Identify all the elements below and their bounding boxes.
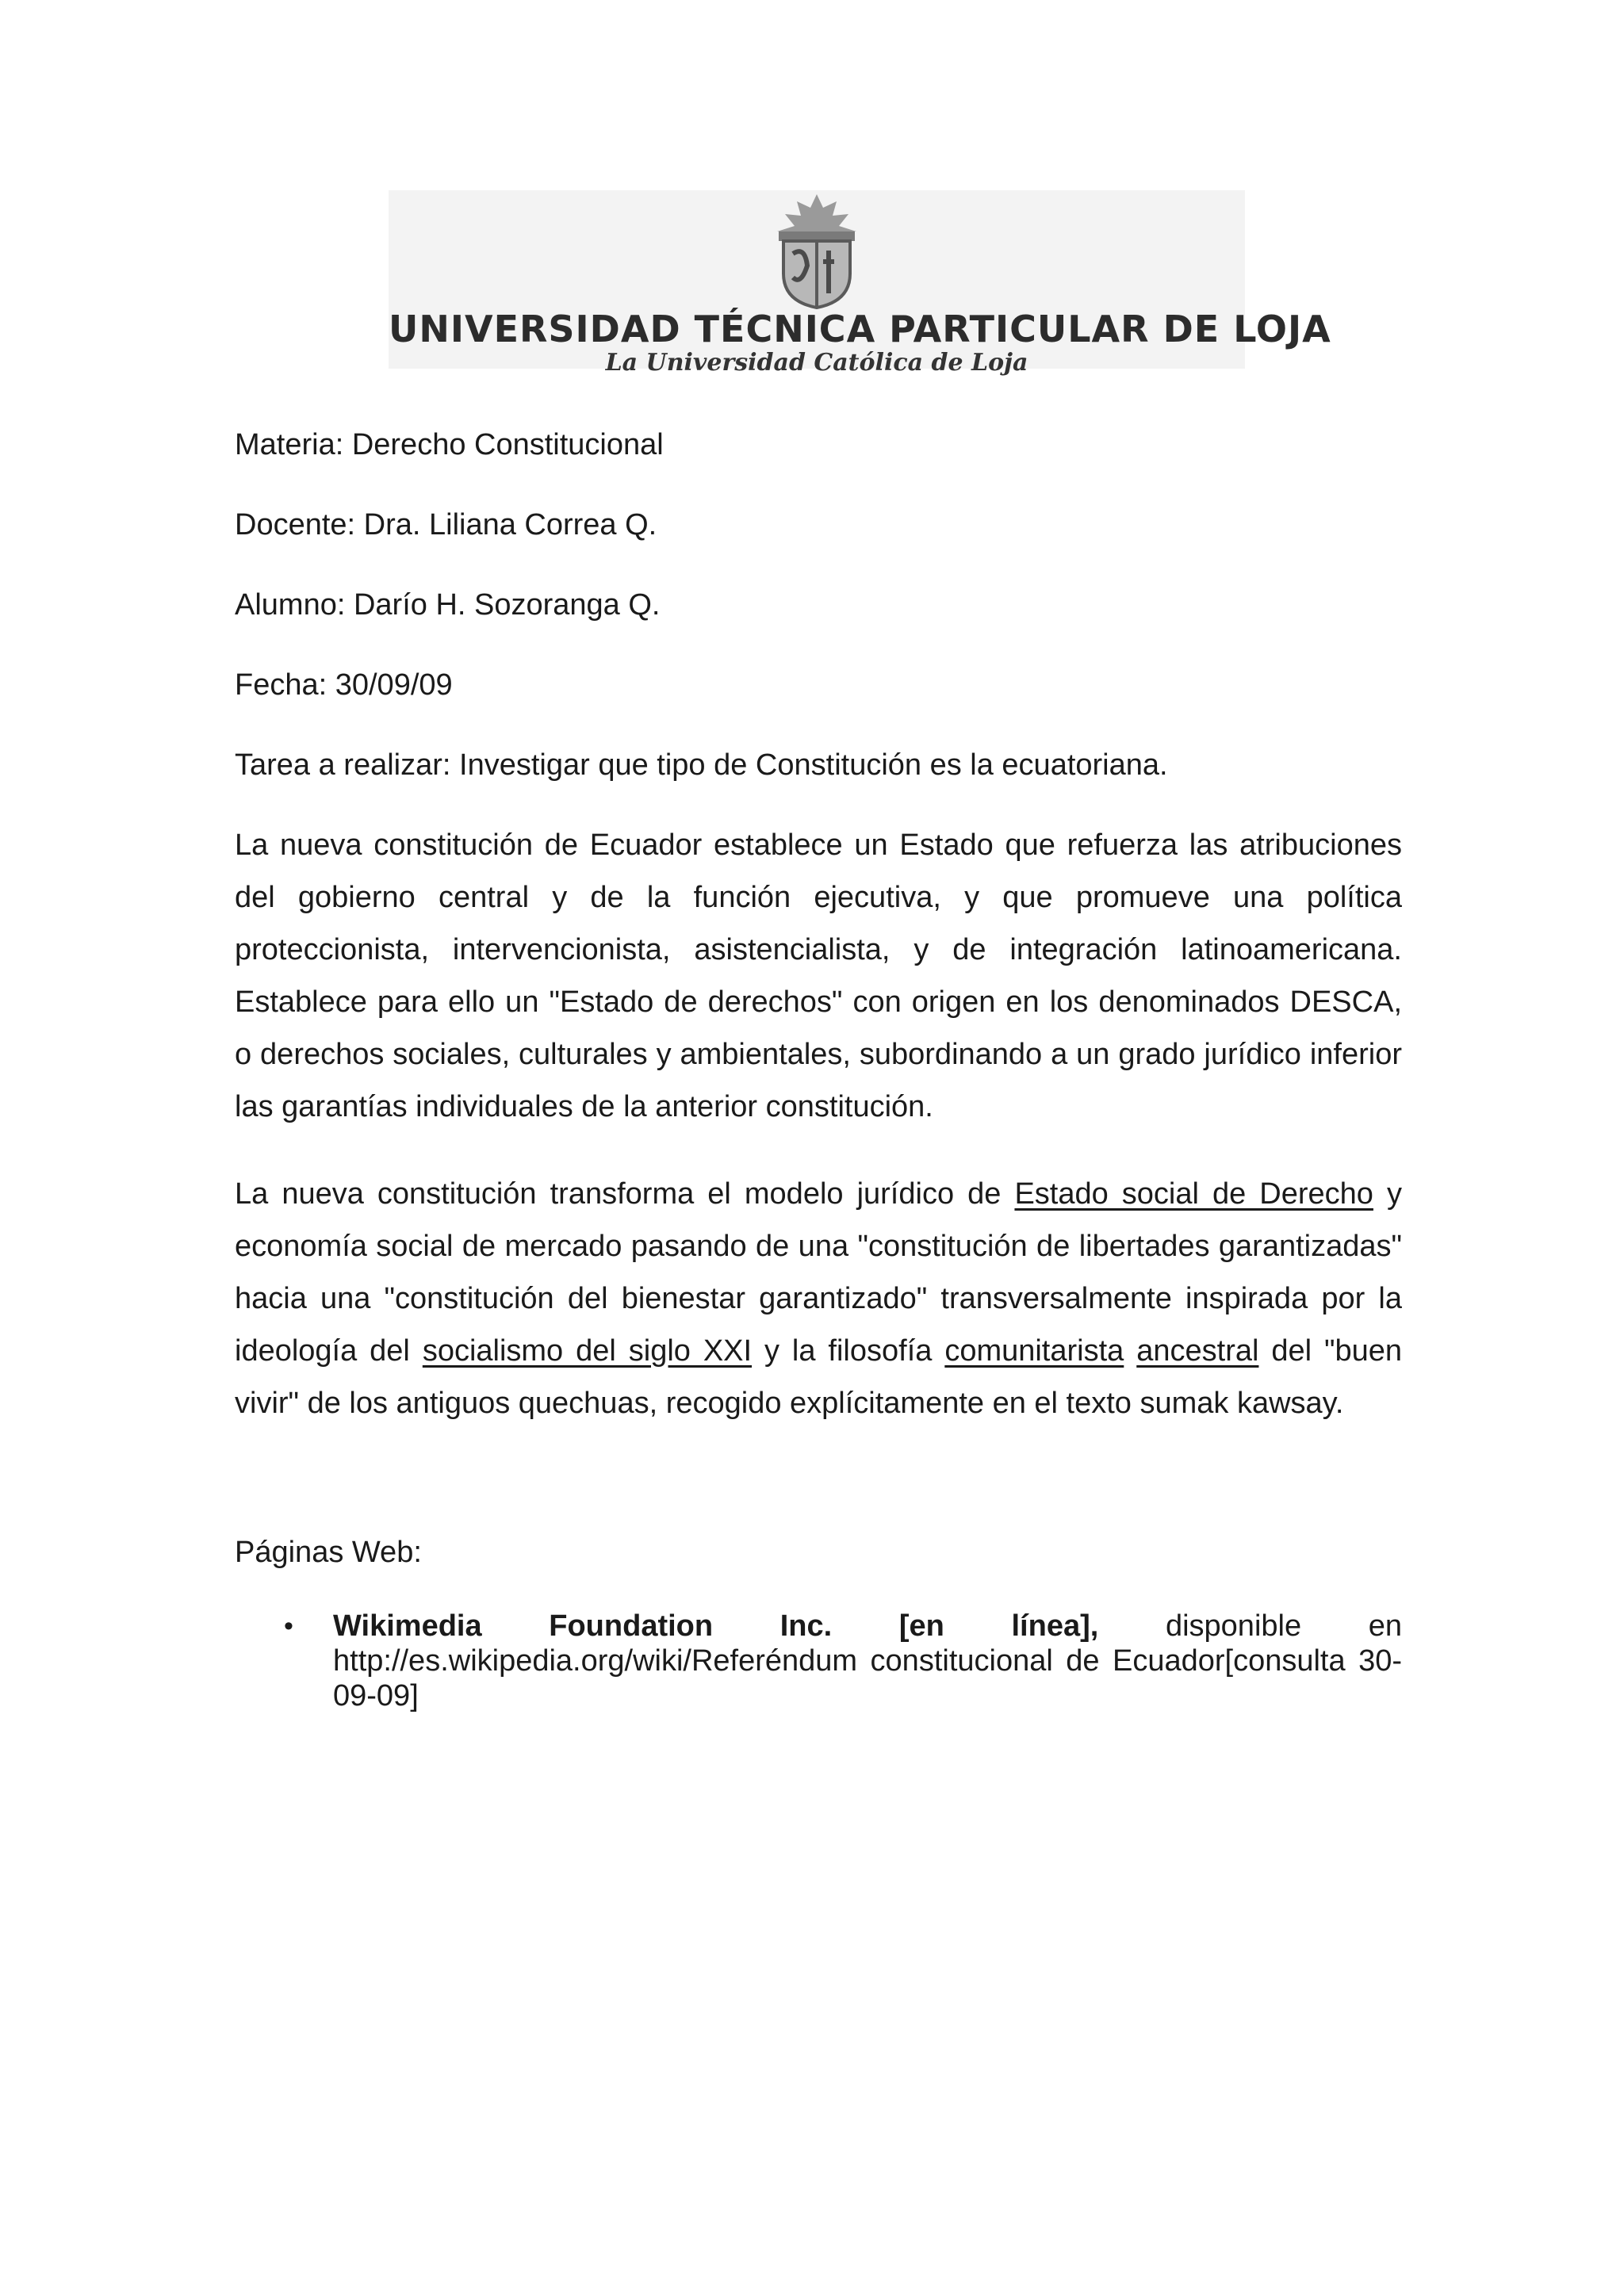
paragraph-1: La nueva constitución de Ecuador establece un Estado que refuerza las atribuciones del gobierno central y de la función ejecutiva, y que promueve una política proteccionista, intervencionista, asistencialista, y de integración latinoamericana. Establece para ello un "Estado de derechos" con origen en los denominados DESCA, o derechos sociales, culturales y ambientales, subordinando a un grado jurídico inferior las garantías individuales de la anterior constitución. <box>235 828 1402 1123</box>
paragraph-2 <box>235 1168 1402 1429</box>
link-ancestral[interactable]: ancestral <box>1136 1334 1259 1368</box>
teacher-line: Docente: Dra. Liliana Correa Q. <box>235 508 657 541</box>
university-tagline: La Universidad Católica de Loja <box>605 349 1028 377</box>
link-estado-social[interactable]: Estado social de Derecho <box>1014 1177 1373 1211</box>
reference-item <box>235 1609 1402 1713</box>
bullet-icon: • <box>284 1611 293 1641</box>
link-socialismo[interactable]: socialismo del siglo XXI <box>422 1334 753 1368</box>
web-pages-heading: Páginas Web: <box>235 1536 422 1569</box>
student-line: Alumno: Darío H. Sozoranga Q. <box>235 588 661 622</box>
document-body <box>235 419 1402 1713</box>
link-comunitarista[interactable]: comunitarista <box>944 1334 1124 1368</box>
date-line: Fecha: 30/09/09 <box>235 668 453 702</box>
reference-text: disponible en http://es.wikipedia.org/wiki/Referéndum constitucional de Ecuador[consulta 30-09-09] <box>333 1609 1403 1712</box>
university-name: UNIVERSIDAD TÉCNICA PARTICULAR DE LOJA <box>389 308 1331 350</box>
reference-source: Wikimedia Foundation Inc. [en línea], <box>333 1609 1099 1643</box>
university-logo <box>389 190 1331 377</box>
paragraph-2-text: y la filosofía <box>752 1334 945 1368</box>
paragraph-2-text: y economía social de mercado pasando de una "constitución de libertades garantizadas" hacia una "constitución del bienestar garantizado" transversalmente inspirada por la ideología del <box>235 1177 1402 1368</box>
paragraph-2-text: La nueva constitución transforma el modelo jurídico de <box>235 1177 1015 1211</box>
task-line: Tarea a realizar: Investigar que tipo de Constitución es la ecuatoriana. <box>235 748 1168 782</box>
paragraph-2-text <box>1124 1334 1136 1368</box>
subject-line: Materia: Derecho Constitucional <box>235 428 664 461</box>
paragraph-2-text: del "buen vivir" de los antiguos quechuas, recogido explícitamente en el texto sumak kawsay. <box>235 1334 1403 1420</box>
university-crest-icon <box>761 190 872 309</box>
